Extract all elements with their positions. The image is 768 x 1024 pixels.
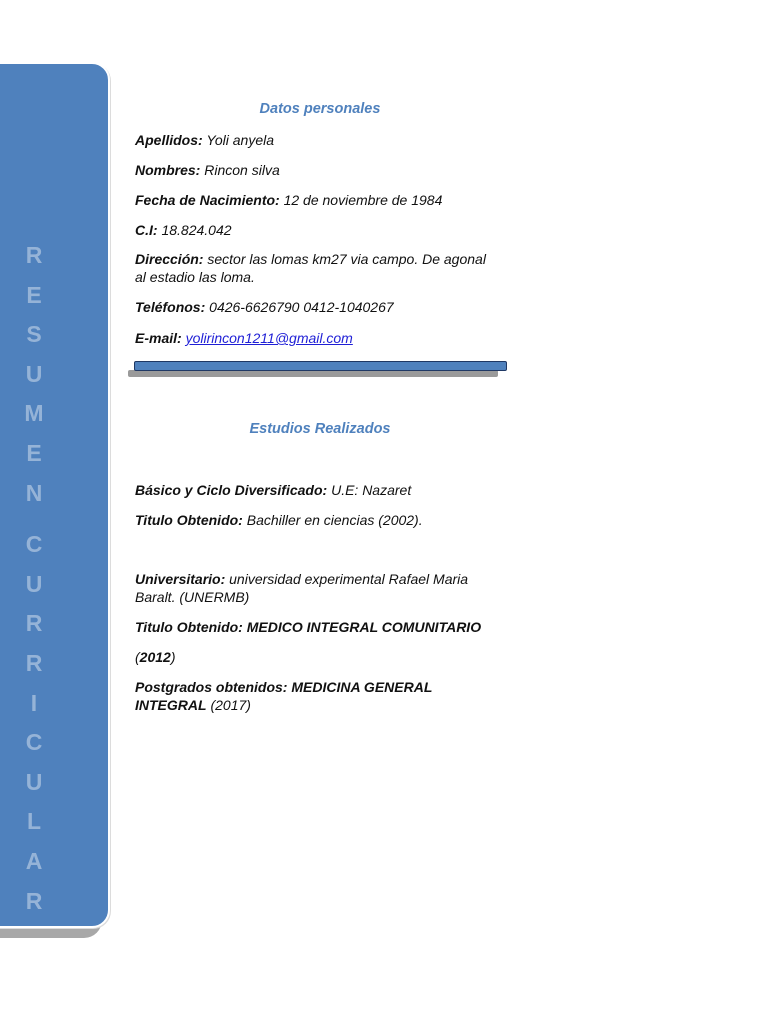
address-row bbox=[135, 250, 495, 286]
title-letter: U bbox=[25, 768, 43, 795]
phones-label: Teléfonos: bbox=[135, 299, 206, 315]
email-row bbox=[135, 329, 495, 347]
birthdate-value: 12 de noviembre de 1984 bbox=[283, 192, 443, 208]
title-letter: U bbox=[25, 360, 43, 387]
nombres-row bbox=[135, 161, 495, 179]
titulo-bachiller-row bbox=[135, 511, 495, 529]
sidebar-vertical-title bbox=[14, 236, 54, 921]
nombres-label: Nombres: bbox=[135, 162, 201, 178]
universitario-label: Universitario: bbox=[135, 571, 226, 587]
title-letter: S bbox=[26, 321, 42, 348]
ci-row bbox=[135, 221, 495, 239]
year-paren-open: ( bbox=[135, 649, 140, 665]
section-divider bbox=[134, 361, 507, 371]
basico-value: U.E: Nazaret bbox=[331, 482, 412, 498]
studies-heading: Estudios Realizados bbox=[249, 421, 391, 437]
address-value: sector las lomas km27 via campo. De agonal al estadio las loma. bbox=[135, 251, 486, 285]
email-link[interactable]: yolirincon1211@gmail.com bbox=[185, 330, 353, 346]
titulo-medico-year-row bbox=[135, 648, 495, 666]
title-letter: C bbox=[25, 531, 43, 558]
birthdate-label: Fecha de Nacimiento: bbox=[135, 192, 280, 208]
email-label: E-mail: bbox=[135, 330, 182, 346]
titulo-medico-year: 2012 bbox=[139, 649, 171, 665]
ci-label: C.I: bbox=[135, 222, 158, 238]
title-letter: E bbox=[26, 439, 42, 466]
divider-shadow bbox=[128, 370, 498, 377]
title-letter: R bbox=[25, 242, 43, 268]
birthdate-row bbox=[135, 191, 495, 209]
postgrado-value: (2017) bbox=[210, 697, 251, 713]
postgrado-label: Postgrados obtenidos: MEDICINA GENERAL INTEGRAL bbox=[135, 679, 433, 713]
apellidos-label: Apellidos: bbox=[135, 132, 203, 148]
titulo-medico-row bbox=[135, 618, 515, 636]
address-label: Dirección: bbox=[135, 251, 204, 267]
apellidos-value: Yoli anyela bbox=[206, 132, 275, 148]
year-paren-close: ) bbox=[170, 649, 176, 665]
basico-label: Básico y Ciclo Diversificado: bbox=[135, 482, 328, 498]
title-letter: U bbox=[25, 570, 43, 597]
title-letter: N bbox=[25, 479, 43, 506]
ci-value: 18.824.042 bbox=[161, 222, 232, 238]
basico-row bbox=[135, 481, 495, 499]
universitario-row bbox=[135, 570, 495, 606]
postgrado-row bbox=[135, 678, 455, 714]
title-letter: R bbox=[25, 649, 43, 676]
apellidos-row bbox=[135, 131, 495, 149]
personal-data-heading: Datos personales bbox=[259, 101, 381, 117]
titulo-bachiller-value: Bachiller en ciencias (2002). bbox=[246, 512, 423, 528]
title-letter: L bbox=[26, 808, 42, 835]
title-letter: M bbox=[24, 400, 44, 427]
title-letter: I bbox=[30, 689, 38, 716]
title-letter: R bbox=[25, 887, 43, 914]
title-letter: E bbox=[26, 281, 42, 308]
universitario-value: universidad experimental Rafael Maria Baralt. (UNERMB) bbox=[135, 571, 469, 605]
title-letter: C bbox=[25, 729, 43, 756]
title-letter: R bbox=[25, 610, 43, 637]
phones-row bbox=[135, 298, 495, 316]
phones-value: 0426-6626790 0412-1040267 bbox=[209, 299, 394, 315]
titulo-bachiller-label: Titulo Obtenido: bbox=[135, 512, 243, 528]
title-letter: A bbox=[25, 847, 43, 874]
titulo-medico-label: Titulo Obtenido: MEDICO INTEGRAL COMUNITARIO bbox=[135, 619, 482, 635]
nombres-value: Rincon silva bbox=[204, 162, 280, 178]
